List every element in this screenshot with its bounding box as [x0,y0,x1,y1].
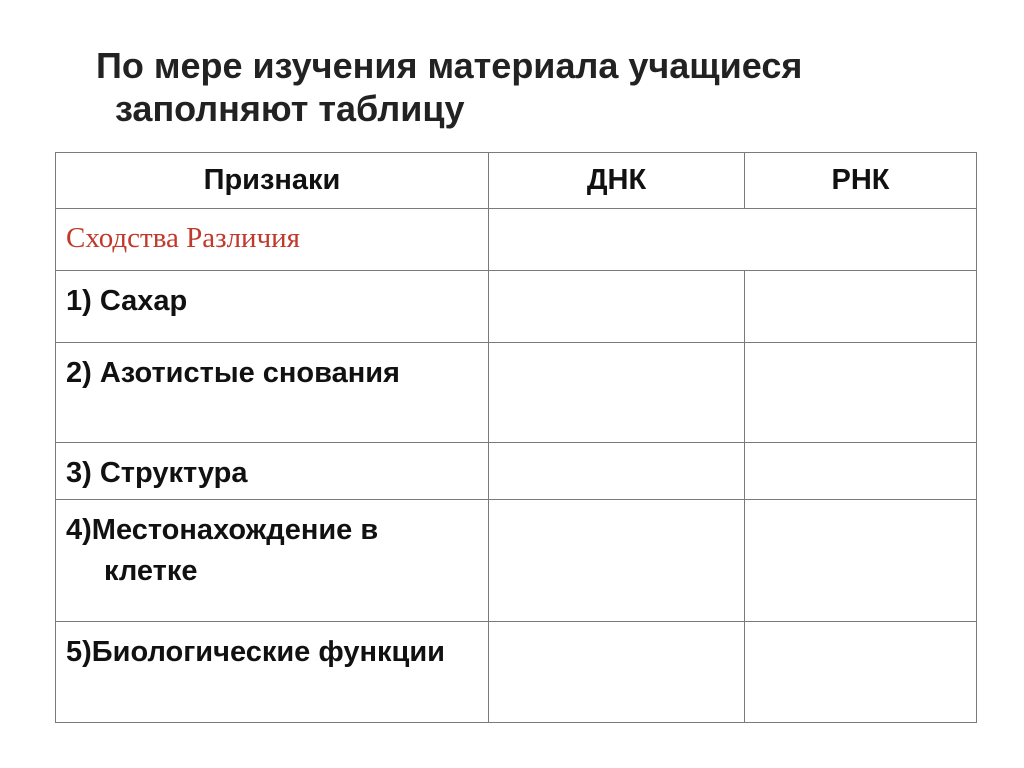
table-row [56,500,977,622]
table-row [56,622,977,723]
slide-title [96,44,976,130]
rna-cell [745,443,977,500]
row-label: 1) Сахар [66,285,188,317]
row-label [56,500,488,592]
row-label: 2) Азотистые снования [66,357,400,389]
title-line-2: заполняют таблицу [115,88,465,129]
row-label-cell [56,343,489,443]
section-label-cell [56,209,489,271]
table-row-section [56,209,977,271]
rna-cell [745,343,977,443]
header-dna: ДНК [489,153,745,209]
dna-cell [489,343,745,443]
row-label-cell [56,443,489,500]
dna-cell [489,271,745,343]
row-label-cell [56,500,489,622]
row-label-cell [56,622,489,723]
table-row [56,343,977,443]
table-header-row [56,153,977,209]
rna-cell [745,500,977,622]
row-label-line-1: 4)Местонахождение в [66,514,379,546]
section-merged-cell [489,209,977,271]
dna-cell [489,622,745,723]
row-label: 3) Структура [66,457,248,489]
comparison-table [55,152,977,723]
header-rna: РНК [745,153,977,209]
rna-cell [745,271,977,343]
dna-cell [489,443,745,500]
dna-cell [489,500,745,622]
row-label: 5)Биологические функции [66,636,445,668]
section-label: Сходства Различия [66,222,301,254]
row-label-line-2: клетке [104,555,198,587]
row-label-cell [56,271,489,343]
rna-cell [745,622,977,723]
header-features: Признаки [56,153,489,209]
title-line-1: По мере изучения материала учащиеся [96,45,803,86]
table-row [56,443,977,500]
table-row [56,271,977,343]
